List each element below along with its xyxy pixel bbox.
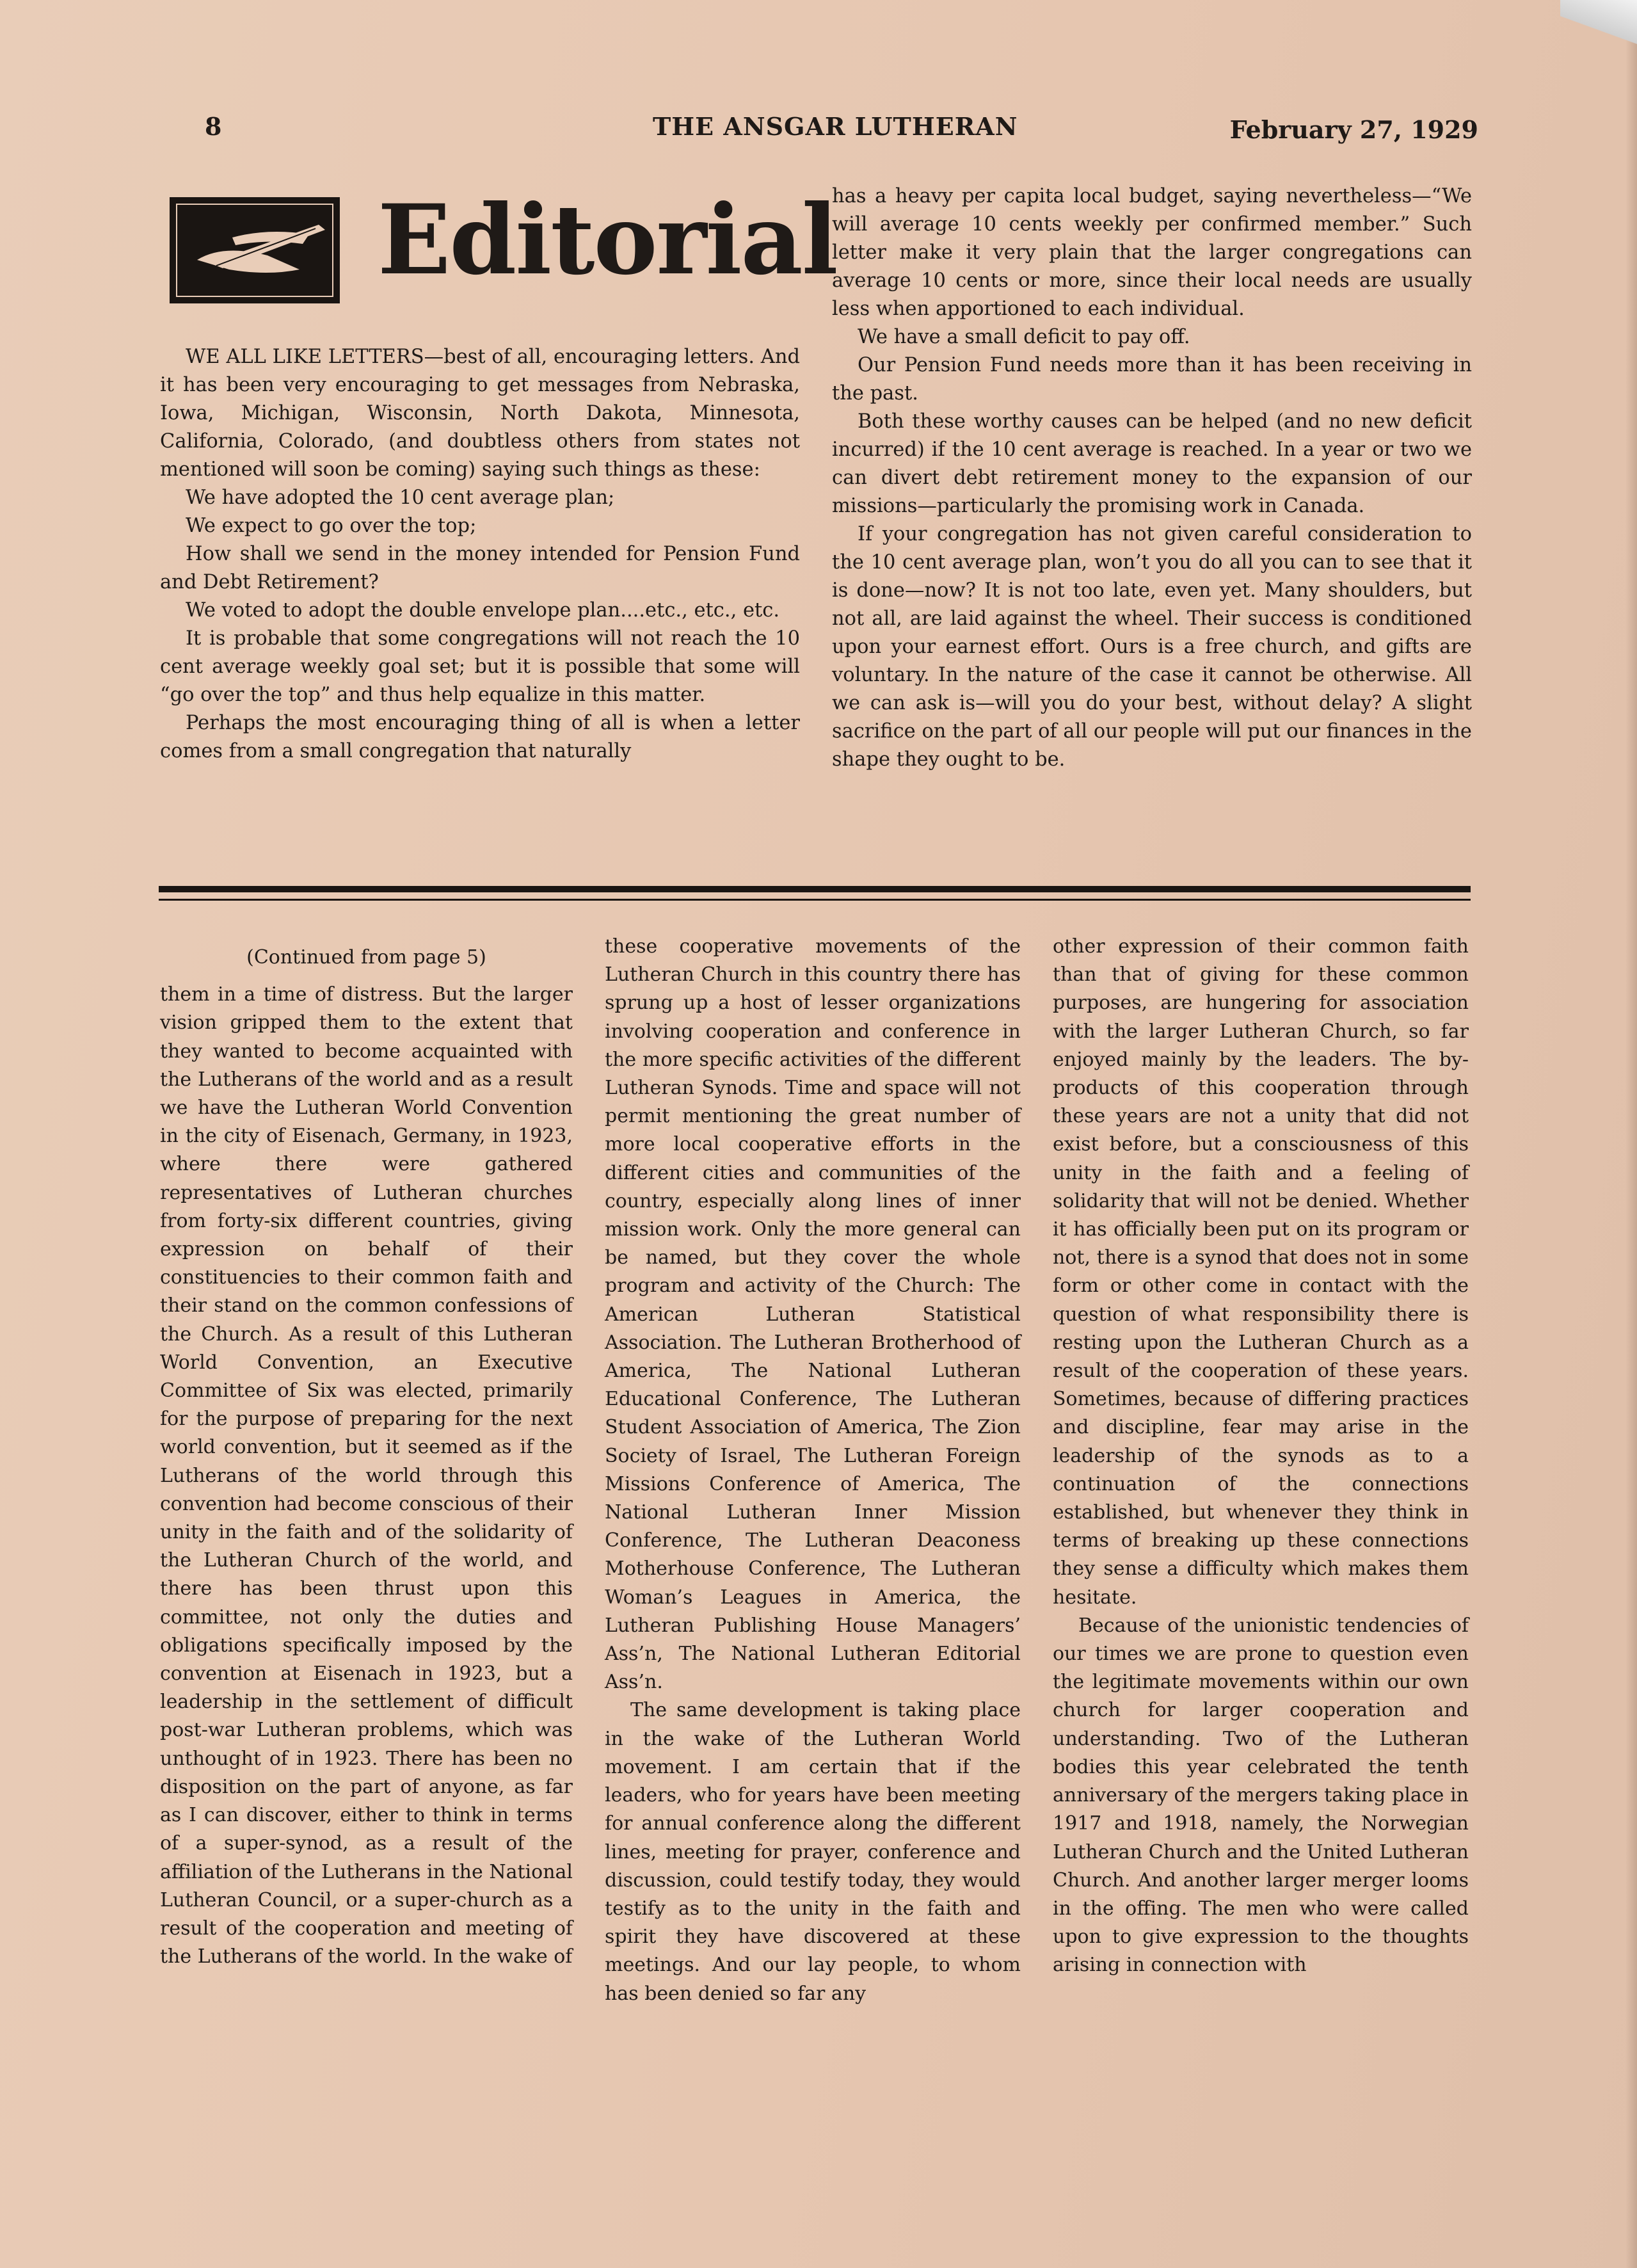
page-corner [1560, 0, 1637, 45]
paragraph: WE ALL LIKE LETTERS—best of all, encouraging letters. And it has been very encouraging to get messages from Nebraska, Iowa, Michigan, Wisconsin, North Dakota, Minnesota, California, Colorado, (and doubtless others from states not mentioned will soon be coming) saying such things as these: [160, 346, 800, 481]
paragraph: How shall we send in the money intended for Pension Fund and Debt Retirement? [160, 543, 800, 593]
paragraph: has a heavy per capita local budget, saying nevertheless—“We will average 10 cents weekly per confirmed member.” Such letter make it very plain that the larger congregations can average 10 cents or more, since their local needs are usually less when apportioned to each individual. [832, 185, 1472, 320]
article-column-3 [1053, 933, 1469, 1980]
paragraph: If your congregation has not given careful consideration to the 10 cent average plan, won’t you do all you can to see that it is done—now? It is not too late, even yet. Many shoulders, but not all, are laid against the wheel. Their success is conditioned upon your earnest effort. Ours is a free church, and gifts are voluntary. In the nature of the case it cannot be otherwise. All we can ask is—will you do your best, without delay? A slight sacrifice on the part of all our people will put our finances in the shape they ought to be. [832, 523, 1472, 771]
article-column-1 [160, 944, 573, 1971]
paragraph: Both these worthy causes can be helped (and no new deficit incurred) if the 10 cent average is reached. In a year or two we can divert debt retirement money to the expansion of our missions—particularly the promising work in Canada. [832, 410, 1472, 517]
editorial-right-column [832, 182, 1472, 774]
page-edge-shadow [1625, 0, 1637, 2268]
paragraph: Perhaps the most encouraging thing of all is when a letter comes from a small congregation that naturally [160, 712, 800, 762]
editorial-heading: Editorial [378, 184, 837, 296]
continued-note: (Continued from page 5) [246, 946, 486, 969]
paragraph: The same development is taking place in the wake of the Lutheran World movement. I am certain that if the leaders, who for years have been meeting for annual conference along the different lines, meeting for prayer, conference and discussion, could testify today, they would testify as to the unity in the faith and spirit they have discovered at these meetings. And our lay people, to whom has been denied so far any [605, 1699, 1021, 2005]
section-divider [159, 886, 1471, 892]
paragraph: these cooperative movements of the Lutheran Church in this country there has sprung up a host of lesser organizations involving cooperation and conference in the more specific activities of the different Lutheran Synods. Time and space will not permit mentioning the great number of more local cooperative efforts in the different cities and communities of the country, especially along lines of inner mission work. Only the more general can be named, but they cover the whole program and activity of the Church: The American Lutheran Statistical Association. The Lutheran Brotherhood of America, The National Lutheran Educational Conference, The Lutheran Student Association of America, The Zion Society of Israel, The Lutheran Foreign Missions Conference of America, The National Lutheran Inner Mission Conference, The Lutheran Deaconess Motherhouse Conference, The Lutheran Woman’s Leagues in America, the Lutheran Publishing House Managers’ Ass’n, The National Lutheran Editorial Ass’n. [605, 935, 1021, 1694]
scroll-quill-icon [170, 197, 340, 303]
page-number: 8 [205, 112, 222, 141]
paragraph: other expression of their common faith than that of giving for these common purposes, are hungering for association with the larger Lutheran Church, so far enjoyed mainly by the leaders. The by-products of this cooperation through these years are not a unity that did not exist before, but a consciousness of this unity in the faith and a feeling of solidarity that will not be denied. Whether it has officially been put on its program or not, there is a synod that does not in some form or other come in contact with the question of what responsibility there is resting upon the Lutheran Church as a result of the cooperation of these years. Sometimes, because of differing practices and discipline, fear may arise in the leadership of the synods as to a continuation of the connections established, but whenever they think in terms of breaking up these connections they sense a difficulty which makes them hesitate. [1053, 935, 1469, 1609]
paragraph: them in a time of distress. But the larger vision gripped them to the extent that they wanted to become acquainted with the Lutherans of the world and as a result we have the Lutheran World Convention in the city of Eisenach, Germany, in 1923, where there were gathered representatives of Lutheran churches from forty-six different countries, giving expression on behalf of their constituencies to their common faith and their stand on the common confessions of the Church. As a result of this Lutheran World Convention, an Executive Committee of Six was elected, primarily for the purpose of preparing for the next world convention, but it seemed as if the Lutherans of the world through this convention had become conscious of their unity in the faith and of the solidarity of the Lutheran Church of the world, and there has been thrust upon this committee, not only the duties and obligations specifically imposed by the convention at Eisenach in 1923, but a leadership in the settlement of difficult post-war Lutheran problems, which was unthought of in 1923. There has been no disposition on the part of anyone, as far as I can discover, either to think in terms of a super-synod, as a result of the affiliation of the Lutherans in the National Lutheran Council, or a super-church as a result of the cooperation and meeting of the Lutherans of the world. In the wake of [160, 983, 573, 1968]
editorial-left-column [160, 343, 800, 766]
paragraph: We expect to go over the top; [186, 515, 477, 537]
paragraph: Because of the unionistic tendencies of our times we are prone to question even the legitimate movements within our own church for larger cooperation and understanding. Two of the Lutheran bodies this year celebrated the tenth anniversary of the mergers taking place in 1917 and 1918, namely, the Norwegian Lutheran Church and the United Lutheran Church. And another larger merger looms in the offing. The men who were called upon to give expression to the thoughts arising in connection with [1053, 1614, 1469, 1977]
paragraph: It is probable that some congregations will not reach the 10 cent average weekly goal set; but it is possible that some will “go over the top” and thus help equalize in this matter. [160, 627, 800, 706]
issue-date: February 27, 1929 [1229, 115, 1478, 144]
page-header [198, 112, 1478, 157]
section-divider-thin [159, 899, 1471, 901]
article-column-2 [605, 933, 1021, 2008]
paragraph: We have a small deficit to pay off. [858, 326, 1190, 348]
paragraph: We have adopted the 10 cent average plan; [186, 487, 615, 509]
paragraph: Our Pension Fund needs more than it has been receiving in the past. [832, 354, 1472, 405]
masthead: THE ANSGAR LUTHERAN [653, 112, 1018, 141]
paragraph: We voted to adopt the double envelope plan....etc., etc., etc. [186, 599, 780, 622]
